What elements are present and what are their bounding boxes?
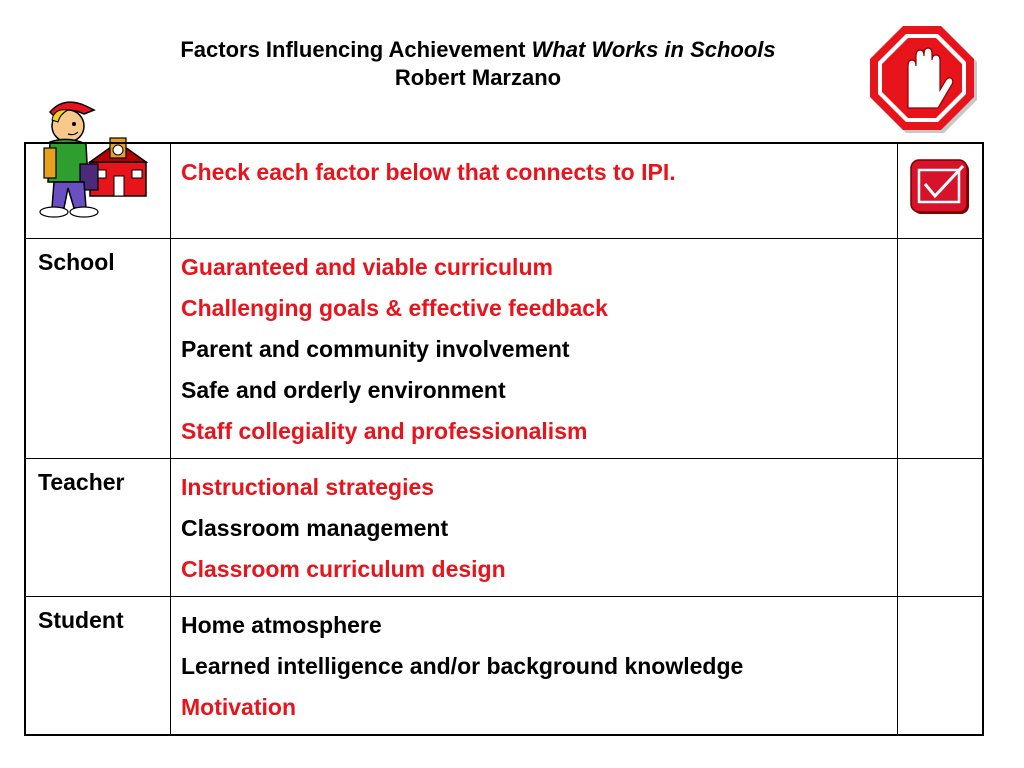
- header-empty-cell: [25, 143, 171, 239]
- header-instruction-cell: [171, 143, 898, 239]
- factor-item: Home atmosphere: [181, 612, 382, 638]
- factor-item: Staff collegiality and professionalism: [181, 418, 588, 444]
- table-row-school: [25, 239, 983, 459]
- title-author: Robert Marzano: [394, 65, 562, 90]
- title-line-1: [0, 36, 956, 64]
- factor-item: Guaranteed and viable curriculum: [181, 254, 553, 280]
- table-header-row: [25, 143, 983, 239]
- table-row-teacher: [25, 459, 983, 597]
- category-label: School: [38, 249, 115, 275]
- category-cell: [25, 597, 171, 736]
- category-cell: [25, 239, 171, 459]
- factor-item: Parent and community involvement: [181, 336, 570, 362]
- factor-item: Safe and orderly environment: [181, 377, 506, 403]
- check-cell[interactable]: [898, 459, 984, 597]
- check-cell[interactable]: [898, 597, 984, 736]
- factors-cell: [171, 597, 898, 736]
- check-cell[interactable]: [898, 239, 984, 459]
- checkmark-box-icon: [909, 158, 971, 216]
- header-check-cell: [898, 143, 984, 239]
- table-row-student: [25, 597, 983, 736]
- factor-item: Motivation: [181, 694, 296, 720]
- factor-item: Instructional strategies: [181, 474, 435, 500]
- factor-item: Learned intelligence and/or background knowledge: [181, 653, 744, 679]
- title-main: Factors Influencing Achievement: [180, 37, 532, 62]
- factors-cell: [171, 239, 898, 459]
- category-label: Student: [38, 607, 124, 633]
- category-cell: [25, 459, 171, 597]
- factor-item: Classroom curriculum design: [181, 556, 506, 582]
- title-book: What Works in Schools: [531, 37, 776, 62]
- instruction-text: Check each factor below that connects to IPI.: [181, 159, 676, 185]
- factors-cell: [171, 459, 898, 597]
- slide-title: [0, 36, 956, 92]
- factors-table: [24, 142, 984, 736]
- factor-item: Challenging goals & effective feedback: [181, 295, 608, 321]
- factor-item: Classroom management: [181, 515, 449, 541]
- category-label: Teacher: [38, 469, 125, 495]
- stop-hand-icon: [866, 22, 978, 134]
